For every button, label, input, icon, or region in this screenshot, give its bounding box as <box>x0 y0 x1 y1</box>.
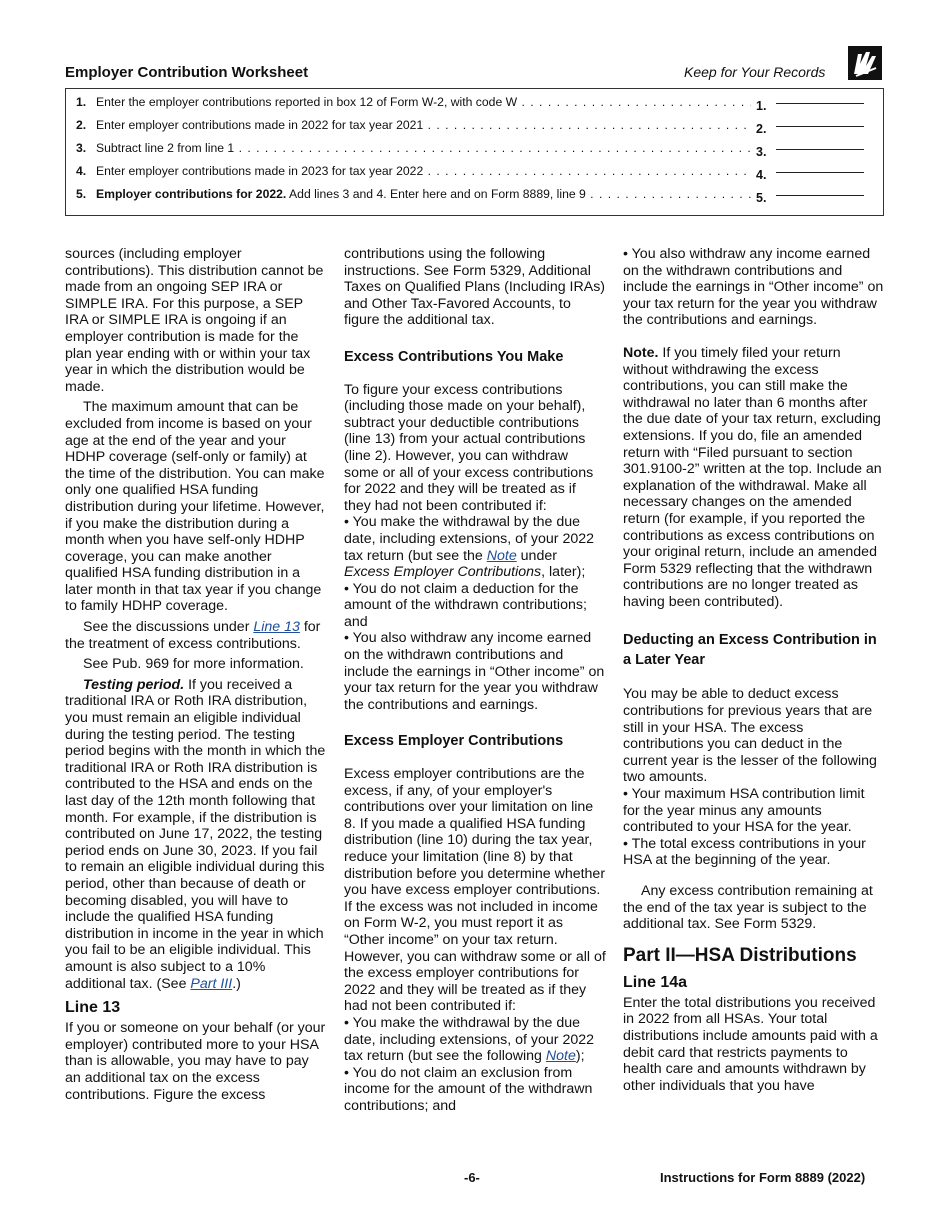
row-bold-text: Employer contributions for 2022. <box>96 187 287 201</box>
paragraph: contributions using the following instructions. See Form 5329, Additional Taxes on Qualified Plans (Including IRAs) and Other Tax-Favored Accounts, to figure the additional tax. <box>344 246 606 329</box>
row-entry-line[interactable] <box>776 103 864 104</box>
worksheet-row <box>76 116 876 134</box>
row-entry-line[interactable] <box>776 149 864 150</box>
row-number: 2. <box>76 118 87 132</box>
row-text: Enter employer contributions made in 2022 for tax year 2021 . . . <box>96 116 751 134</box>
row-number: 3. <box>76 141 87 155</box>
text: under <box>516 547 557 564</box>
page-number: -6- <box>464 1170 480 1185</box>
column-2 <box>344 246 606 1115</box>
paragraph <box>623 345 885 611</box>
text: If you received a traditional IRA or Roth IRA distribution, you must remain an eligible individual during the testing period. The testing period begins with the month in which the traditional IRA or Roth IRA distribution is contributed to the HSA and ends on the last day of the 12th month following that month. For example, if the distribution is contributed on June 17, 2022, the testing period ends on June 30, 2023. If you fail to remain an eligible individual during this period, other than because of death or becoming disabled, you will have to include the qualified HSA funding distribution in income in the year in which you fail to be an eligible individual. This amount is also subject to a 10% additional tax. (See <box>65 676 326 992</box>
column-3 <box>623 246 885 1094</box>
line-13-heading: Line 13 <box>65 999 121 1017</box>
text: Excess Employer Contributions <box>344 564 542 581</box>
paragraph: Any excess contribution remaining at the end of the tax year is subject to the additional tax. See Form 5329. <box>623 883 873 933</box>
row-text: Enter employer contributions made in 2023 for tax year 2022 . . . <box>96 162 751 180</box>
row-entry-line[interactable] <box>776 172 864 173</box>
paragraph: Excess employer contributions are the excess, if any, of your employer's contributions over your limitation on line 8. If you made a qualified HSA funding distribution (line 10) during the tax year, reduce your limitation (line 8) by that distribution before you determine whether you have excess employer contributions. If the excess was not included in income on Form W-2, you must report it as “Other income” on your tax return. However, you can withdraw some or all of the excess employer contributions for 2022 and they will be treated as if they had not been contributed if: <box>344 766 606 1015</box>
text: • You make the withdrawal by the due date, including extensions, of your 2022 tax return (but see the <box>344 514 595 564</box>
text: .) <box>232 975 241 992</box>
row-entry-line[interactable] <box>776 195 864 196</box>
worksheet-row <box>76 185 876 203</box>
part-ii-heading: Part II—HSA Distributions <box>623 944 857 966</box>
keep-records-label: Keep for Your Records <box>684 64 826 80</box>
bullet-item: • You also withdraw any income earned on the withdrawn contributions and include the earnings in “Other income” on your tax return for the year you withdraw the contributions and earnings. <box>344 630 605 713</box>
paragraph <box>65 619 327 652</box>
paragraph: Enter the total distributions you received in 2022 from all HSAs. Your total distributions include amounts paid with a debit card that restricts payments to health care and amounts withdrawn by other individuals that you have <box>623 994 878 1094</box>
paragraph: See Pub. 969 for more information. <box>83 656 304 673</box>
worksheet-title: Employer Contribution Worksheet <box>65 64 309 81</box>
row-text: Subtract line 2 from line 1 . . . <box>96 139 751 157</box>
text: If you timely filed your return without withdrawing the excess contributions, you can still make the withdrawal no later than 6 months after the due date of your tax return, excluding extensions. If you do, file an amended return with “Filed pursuant to section 301.9100-2” written at the top. Include an explanation of the withdrawal. Make all necessary changes on the amended return (for example, if you reported the contributions as excess contributions on your original return, include an amended Form 5329 reflecting that the withdrawn contributions are no longer treated as having been contributed). <box>623 344 882 610</box>
text: for the treatment of excess contributions. <box>65 619 321 652</box>
row-text <box>96 185 751 203</box>
paragraph: To figure your excess contributions (including those made on your behalf), subtract your deductible contributions (line 13) from your actual contributions (line 2). However, you can withdraw some or all of your excess contributions for 2022 and they will be treated as if they had not been contributed if: <box>344 381 594 514</box>
note-link[interactable]: Note <box>486 547 517 564</box>
bullet-item: • You also withdraw any income earned on the withdrawn contributions and include the earnings in “Other income” on your tax return for the year you withdraw the contributions and earnings. <box>623 246 884 329</box>
row-line-number: 1. <box>756 99 767 113</box>
section-heading: Excess Contributions You Make <box>344 348 564 365</box>
row-line-number: 3. <box>756 145 767 159</box>
keep-records-icon <box>848 46 882 80</box>
bullet-item: • Your maximum HSA contribution limit for the year minus any amounts contributed to your HSA for the year. <box>623 786 865 836</box>
row-line-number: 2. <box>756 122 767 136</box>
row-text-rest: Add lines 3 and 4. Enter here and on Form 8889, line 9 <box>289 187 586 201</box>
bullet-item: • You do not claim an exclusion from income for the amount of the withdrawn contributions; and <box>344 1064 593 1114</box>
worksheet-box <box>65 88 884 216</box>
worksheet-row <box>76 93 876 111</box>
section-heading: Excess Employer Contributions <box>344 733 564 750</box>
testing-period-heading: Testing period. <box>83 676 185 693</box>
part-iii-link[interactable]: Part III <box>190 975 233 992</box>
row-entry-line[interactable] <box>776 126 864 127</box>
paragraph <box>65 677 327 992</box>
line-14a-heading: Line 14a <box>623 973 688 991</box>
section-heading: Deducting an Excess Contribution in a Later Year <box>623 632 877 669</box>
row-number: 5. <box>76 187 87 201</box>
bullet-item <box>344 514 606 580</box>
bullet-item: • You do not claim a deduction for the amount of the withdrawn contributions; and <box>344 580 587 630</box>
row-line-number: 4. <box>756 168 767 182</box>
text: , later); <box>541 564 586 581</box>
text: • You make the withdrawal by the due date, including extensions, of your 2022 tax return (but see the following <box>344 1014 595 1065</box>
paragraph: You may be able to deduct excess contributions for previous years that are still in your HSA. The excess contributions you can deduct in the current year is the lesser of the following two amounts. <box>623 686 877 786</box>
text: See the discussions under <box>83 619 254 636</box>
row-number: 1. <box>76 95 87 109</box>
row-number: 4. <box>76 164 87 178</box>
line-13-link[interactable]: Line 13 <box>253 619 300 636</box>
worksheet-row <box>76 162 876 180</box>
note-link[interactable]: Note <box>545 1048 576 1065</box>
paragraph: sources (including employer contributions). This distribution cannot be made from an ongoing SEP IRA or SIMPLE IRA. For this purpose, a SEP IRA or SIMPLE IRA is ongoing if an employer contribution is made for the plan year ending with or within your tax year in which the distribution would be made. <box>65 246 324 395</box>
paragraph: The maximum amount that can be excluded from income is based on your age at the end of the year and your HDHP coverage (self-only or family) at the time of the distribution. You can make only one qualified HSA funding distribution during your lifetime. However, if you make the distribution during a month when you have self-only HDHP coverage, you can make another qualified HSA funding distribution in a later month in that tax year if you change to family HDHP coverage. <box>65 399 325 615</box>
text: ); <box>575 1048 585 1065</box>
footer-title: Instructions for Form 8889 (2022) <box>660 1170 866 1185</box>
column-1 <box>65 246 327 1103</box>
row-line-number: 5. <box>756 191 767 205</box>
row-text: Enter the employer contributions reported in box 12 of Form W-2, with code W . . . <box>96 93 751 111</box>
bullet-item <box>344 1015 606 1065</box>
bullet-item: • The total excess contributions in your HSA at the beginning of the year. <box>623 835 866 869</box>
paragraph: If you or someone on your behalf (or your employer) contributed more to your HSA than is allowable, you may have to pay an additional tax on the excess contributions. Figure the excess <box>65 1020 326 1103</box>
note-heading: Note. <box>623 344 659 361</box>
worksheet-row <box>76 139 876 157</box>
